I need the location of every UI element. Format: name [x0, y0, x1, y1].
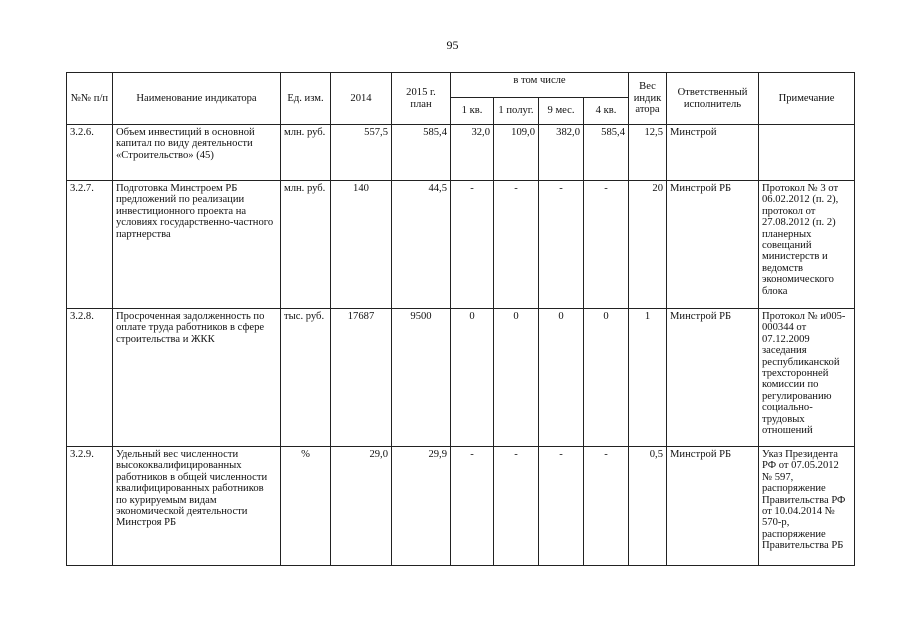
- row-q4: -: [584, 447, 629, 566]
- header-name: Наименование индикатора: [113, 73, 281, 125]
- row-note: Протокол № и005-000344 от 07.12.2009 заседания республиканской трехсторонней комиссии по регулированию социально-трудовых отношений: [759, 309, 855, 447]
- header-2014: 2014: [331, 73, 392, 125]
- row-half: -: [494, 181, 539, 309]
- header-including: в том числе: [451, 73, 629, 98]
- row-responsible: Минстрой РБ: [667, 309, 759, 447]
- row-9m: -: [539, 447, 584, 566]
- row-note: Указ Президента РФ от 07.05.2012 № 597, распоряжение Правительства РФ от 10.04.2014 № 570-р, распоряжение Правительства РБ: [759, 447, 855, 566]
- row-unit: млн. руб.: [281, 181, 331, 309]
- row-weight: 1: [629, 309, 667, 447]
- row-2014: 29,0: [331, 447, 392, 566]
- row-note: Протокол № 3 от 06.02.2012 (п. 2), протокол от 27.08.2012 (п. 2) планерных совещаний министерств и ведомств экономического блока: [759, 181, 855, 309]
- table-row: [67, 309, 855, 447]
- header-2015-plan: 2015 г. план: [392, 73, 451, 125]
- row-q4: 585,4: [584, 125, 629, 181]
- header-weight: Вес индик атора: [629, 73, 667, 125]
- row-note: [759, 125, 855, 181]
- row-half: -: [494, 447, 539, 566]
- header-responsible: Ответственный исполнитель: [667, 73, 759, 125]
- page-number: 95: [446, 38, 459, 52]
- header-q1: 1 кв.: [451, 98, 494, 125]
- row-unit: тыс. руб.: [281, 309, 331, 447]
- header-unit: Ед. изм.: [281, 73, 331, 125]
- row-q1: 32,0: [451, 125, 494, 181]
- table-row: [67, 125, 855, 181]
- row-2014: 557,5: [331, 125, 392, 181]
- row-plan: 9500: [392, 309, 451, 447]
- row-9m: -: [539, 181, 584, 309]
- row-2014: 17687: [331, 309, 392, 447]
- row-unit: %: [281, 447, 331, 566]
- row-2014: 140: [331, 181, 392, 309]
- row-num: 3.2.6.: [67, 125, 113, 181]
- row-num: 3.2.7.: [67, 181, 113, 309]
- row-weight: 0,5: [629, 447, 667, 566]
- header-9-months: 9 мес.: [539, 98, 584, 125]
- row-unit: млн. руб.: [281, 125, 331, 181]
- row-name: Удельный вес численности высококвалифицированных работников в общей численности квалифицированных работников по курируемым видам экономической деятельности Минстроя РБ: [113, 447, 281, 566]
- row-name: Объем инвестиций в основной капитал по виду деятельности «Строительство» (45): [113, 125, 281, 181]
- row-name: Подготовка Минстроем РБ предложений по реализации инвестиционного проекта на условиях государственно-частного партнерства: [113, 181, 281, 309]
- row-responsible: Минстрой РБ: [667, 447, 759, 566]
- row-q1: 0: [451, 309, 494, 447]
- table-row: [67, 181, 855, 309]
- row-num: 3.2.9.: [67, 447, 113, 566]
- table-row: [67, 447, 855, 566]
- indicators-table: [66, 72, 855, 566]
- row-name: Просроченная задолженность по оплате труда работников в сфере строительства и ЖКК: [113, 309, 281, 447]
- row-9m: 0: [539, 309, 584, 447]
- row-plan: 585,4: [392, 125, 451, 181]
- row-num: 3.2.8.: [67, 309, 113, 447]
- row-responsible: Минстрой РБ: [667, 181, 759, 309]
- row-q4: -: [584, 181, 629, 309]
- row-plan: 44,5: [392, 181, 451, 309]
- header-note: Примечание: [759, 73, 855, 125]
- row-q1: -: [451, 181, 494, 309]
- row-q1: -: [451, 447, 494, 566]
- row-q4: 0: [584, 309, 629, 447]
- row-responsible: Минстрой: [667, 125, 759, 181]
- row-plan: 29,9: [392, 447, 451, 566]
- header-half-year: 1 полуг.: [494, 98, 539, 125]
- row-weight: 20: [629, 181, 667, 309]
- row-weight: 12,5: [629, 125, 667, 181]
- row-half: 109,0: [494, 125, 539, 181]
- row-9m: 382,0: [539, 125, 584, 181]
- row-half: 0: [494, 309, 539, 447]
- header-q4: 4 кв.: [584, 98, 629, 125]
- header-num: №№ п/п: [67, 73, 113, 125]
